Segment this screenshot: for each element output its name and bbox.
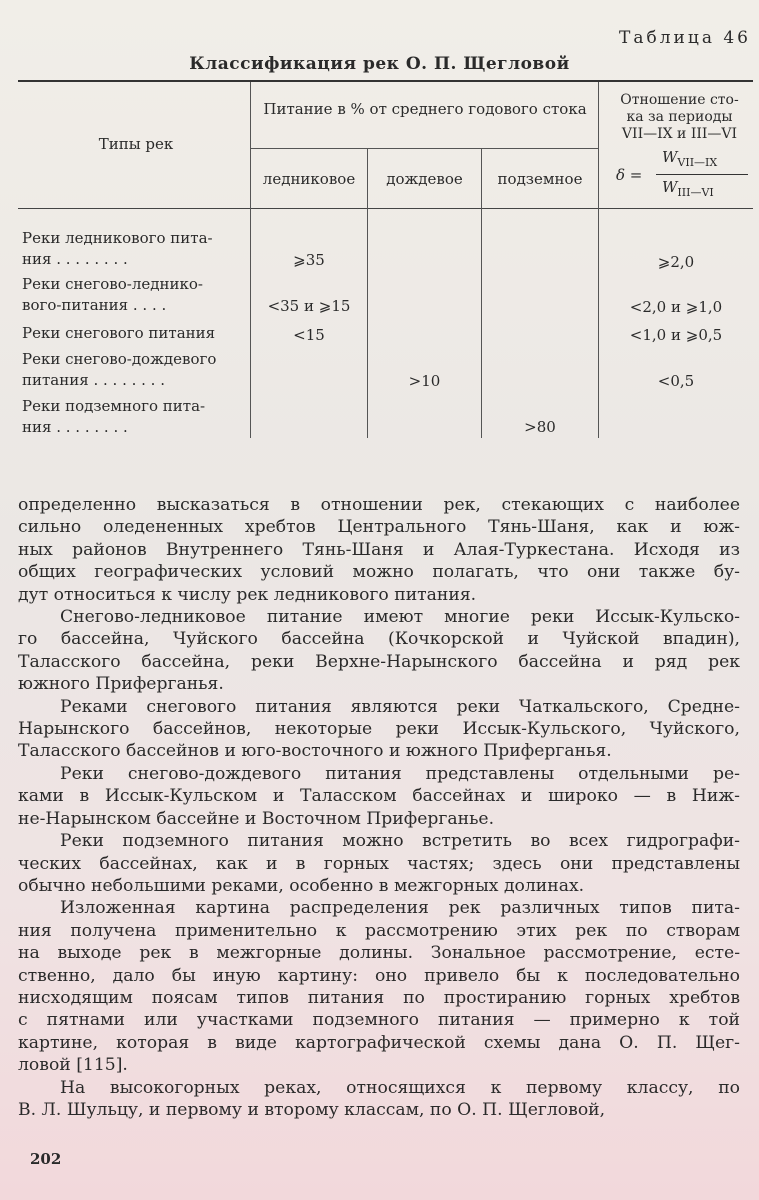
ratio-formula-numerator <box>662 148 717 169</box>
paragraph <box>18 607 740 696</box>
ratio-formula-bar <box>656 174 748 175</box>
ratio-formula-numerator-sub: VII—IX <box>677 156 718 169</box>
text-line: Изложенная картина распределения рек различных типов пита- <box>60 898 740 919</box>
header-river-types: Типы рек <box>98 135 174 153</box>
cell-glacial: <15 <box>293 326 325 344</box>
table-divider <box>598 82 599 438</box>
header-runoff-ratio <box>600 92 759 143</box>
row-label-line: Реки снегово-дождевого <box>22 350 217 368</box>
row-label-line: питания . . . . . . . . <box>22 371 165 389</box>
cell-ratio: <1,0 и ⩾0,5 <box>629 326 723 344</box>
text-line: ками в Иссык-Кульском и Таласском бассейнах и широко — в Ниж- <box>18 786 740 807</box>
row-label-line: ния . . . . . . . . <box>22 418 128 436</box>
row-label-snow <box>22 323 250 344</box>
table-title: Классификация рек О. П. Щегловой <box>189 54 570 74</box>
text-line: ния получена применительно к рассмотрению этих рек по створам <box>18 920 740 941</box>
row-label-line: Реки ледникового пита- <box>22 229 213 247</box>
ratio-formula-denominator <box>662 178 714 199</box>
table-divider <box>367 148 368 438</box>
page-number: 202 <box>30 1150 62 1168</box>
text-line: сильно оледененных хребтов Центрального Тянь-Шаня, как и юж- <box>18 517 740 538</box>
cell-glacial: <35 и ⩾15 <box>267 297 351 315</box>
row-label-line: Реки снегового питания <box>22 324 216 342</box>
paragraph <box>18 898 740 1076</box>
text-line: Снегово-ледниковое питание имеют многие реки Иссык-Кульско- <box>60 607 740 628</box>
text-line: ловой [115]. <box>18 1055 128 1076</box>
header-runoff-ratio-line: ка за периоды <box>626 109 733 125</box>
row-label-glacial <box>22 228 250 270</box>
paragraph <box>18 831 740 897</box>
text-line: южного Приферганья. <box>18 674 224 695</box>
cell-ratio: <0,5 <box>657 372 695 390</box>
text-line: Таласского бассейнов и юго-восточного и южного Приферганья. <box>18 741 612 762</box>
cell-rain: >10 <box>408 372 441 390</box>
cell-ratio: ⩾2,0 <box>657 253 695 271</box>
text-line: ственно, дало бы иную картину: оно привело бы к последовательно <box>18 965 740 986</box>
header-runoff-ratio-line: VII—IX и III—VI <box>621 126 738 142</box>
text-line: картине, которая в виде картографической схемы дана О. П. Щег- <box>18 1032 740 1053</box>
text-line: ческих бассейнах, как и в горных частях; здесь они представлены <box>18 853 740 874</box>
text-line: определенно высказаться в отношении рек, стекающих с наиболее <box>18 495 740 515</box>
header-runoff-ratio-line: Отношение сто- <box>620 92 739 108</box>
text-line: нисходящим поясам типов питания по простиранию горных хребтов <box>18 987 740 1008</box>
text-line: На высокогорных реках, относящихся к первому классу, по <box>60 1077 740 1098</box>
table-subheader-rule <box>251 148 598 149</box>
body-text <box>18 495 740 1122</box>
ratio-formula-denominator-sub: III—VI <box>677 186 714 199</box>
text-line: обычно небольшими реками, особенно в межгорных долинах. <box>18 875 585 896</box>
text-line: Реками снегового питания являются реки Чаткальского, Средне- <box>60 696 740 717</box>
text-line: общих географических условий можно полагать, что они также бу- <box>18 562 740 583</box>
header-feeding-percent: Питание в % от среднего годового стока <box>263 100 587 118</box>
table-divider <box>250 82 251 438</box>
header-ground: подземное <box>497 170 583 188</box>
text-line: Нарынского бассейнов, некоторые реки Иссык-Кульского, Чуйского, <box>18 719 740 740</box>
ratio-formula-numerator-symbol: W <box>662 148 678 166</box>
text-line: на выходе рек в межгорные долины. Зональное рассмотрение, есте- <box>18 943 740 964</box>
row-label-line: Реки подземного пита- <box>22 397 206 415</box>
text-line: В. Л. Шульцу, и первому и второму классам, по О. П. Щегловой, <box>18 1099 606 1120</box>
table-divider <box>481 148 482 438</box>
text-line: Реки подземного питания можно встретить во всех гидрографи- <box>60 831 740 852</box>
ratio-formula <box>612 146 752 206</box>
text-line: Таласского бассейна, реки Верхне-Нарынского бассейна и ряд рек <box>18 651 740 672</box>
paragraph <box>18 495 740 606</box>
table-number-label: Таблица 46 <box>619 28 751 48</box>
text-line: с пятнами или участками подземного питания — примерно к той <box>18 1010 740 1031</box>
header-rain: дождевое <box>386 170 463 188</box>
text-line: го бассейна, Чуйского бассейна (Кочкорской и Чуйской впадин), <box>18 629 740 650</box>
text-line: Реки снегово-дождевого питания представлены отдельными ре- <box>60 763 740 784</box>
table-header-rule <box>18 208 753 209</box>
row-label-snow-rain <box>22 349 250 391</box>
row-label-line: ния . . . . . . . . <box>22 250 128 268</box>
cell-ratio: <2,0 и ⩾1,0 <box>629 298 723 316</box>
paragraph <box>18 697 740 763</box>
row-label-snow-glacial <box>22 274 250 316</box>
table-top-rule <box>18 80 753 82</box>
paragraph <box>18 764 740 830</box>
header-glacial: ледниковое <box>262 170 356 188</box>
ratio-formula-lhs: δ = <box>616 166 643 184</box>
ratio-formula-denominator-symbol: W <box>662 178 678 196</box>
text-line: дут относиться к числу рек ледникового питания. <box>18 584 477 605</box>
cell-ground: >80 <box>524 418 556 436</box>
row-label-line: вого-питания . . . . <box>22 296 167 314</box>
row-label-line: Реки снегово-леднико- <box>22 275 203 293</box>
paragraph <box>18 1078 740 1122</box>
row-label-ground <box>22 396 250 438</box>
text-line: ных районов Внутреннего Тянь-Шаня и Алая-Туркестана. Исходя из <box>18 539 740 560</box>
text-line: не-Нарынском бассейне и Восточном Приферганье. <box>18 808 495 829</box>
cell-glacial: ⩾35 <box>293 251 325 269</box>
